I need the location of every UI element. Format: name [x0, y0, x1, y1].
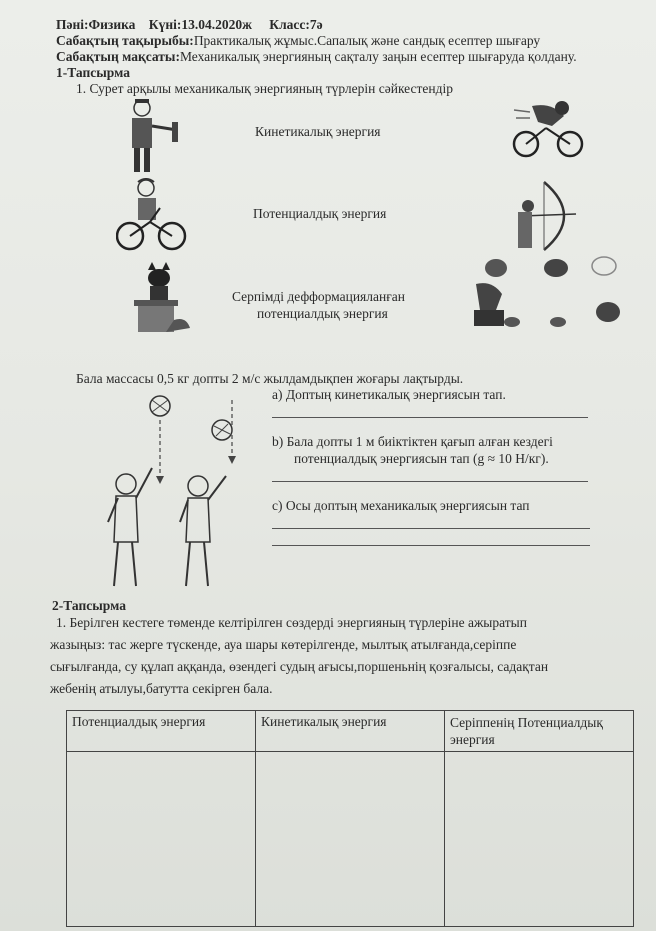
question-b-line1: b) Бала допты 1 м биіктіктен қағып алған кездегі — [272, 434, 553, 449]
task2-text-line3: сығылғанда, су құлап аққанда, өзендегі судың ағысы,поршеньнің қозғалысы, садақтан — [50, 659, 549, 674]
table-header-elastic — [445, 711, 634, 752]
cat-on-trash-can-picture — [126, 262, 192, 336]
date-label: Күні:13.04.2020ж — [148, 17, 252, 32]
header-line-1 — [56, 17, 323, 33]
subject-label: Пәні:Физика — [56, 17, 136, 32]
boys-throwing-ball-picture — [96, 392, 256, 592]
question-c: c) Осы доптың механикалық энергиясын тап — [272, 498, 530, 513]
table-cell-potential[interactable] — [67, 752, 256, 927]
archer-picture — [514, 180, 580, 252]
table-header-row — [67, 711, 634, 752]
task2-text-line4: жебенің атылуы,батутта секірген бала. — [50, 681, 273, 696]
task2-title: 2-Тапсырма — [52, 598, 126, 613]
elastic-energy-label-line2: потенциалдық энергия — [257, 306, 388, 321]
table-cell-kinetic[interactable] — [256, 752, 445, 927]
energy-classification-table — [66, 710, 634, 927]
table-header-elastic-line1: Серіппенің Потенциалдық — [450, 715, 603, 730]
ball-problem-statement: Бала массасы 0,5 кг допты 2 м/с жылдамдықпен жоғары лақтырды. — [76, 371, 464, 386]
catapult-with-stones-picture — [462, 254, 624, 334]
cyclist-picture — [116, 178, 188, 254]
topic-label: Сабақтың тақырыбы: — [56, 33, 194, 48]
table-header-potential: Потенциалдық энергия — [67, 711, 256, 752]
table-cell-elastic[interactable] — [445, 752, 634, 927]
answer-line-b — [272, 481, 588, 482]
question-b-line2: потенциалдық энергиясын тап (g ≈ 10 Н/кг). — [294, 451, 549, 466]
goal-line — [56, 49, 577, 65]
task1-title: 1-Тапсырма — [56, 65, 130, 80]
goal-text: Механикалық энергияның сақталу заңын есептер шығаруда қолдану. — [179, 49, 577, 64]
racing-cyclist-picture — [512, 96, 584, 160]
task1-instruction: 1. Сурет арқылы механикалық энергияның түрлерін сәйкестендір — [76, 81, 453, 96]
answer-line-c1 — [272, 528, 590, 529]
topic-text: Практикалық жұмыс.Сапалық және сандық есептер шығару — [193, 33, 541, 48]
table-header-elastic-line2: энергия — [450, 732, 495, 747]
answer-line-a — [272, 417, 588, 418]
table-header-kinetic: Кинетикалық энергия — [256, 711, 445, 752]
task2-text-line1: 1. Берілген кестеге төменде келтірілген сөздерді энергияның түрлеріне ажыратып — [56, 615, 527, 630]
task2-text-line2: жазыңыз: тас жерге түскенде, ауа шары көтерілгенде, мылтық атылғанда,серіппе — [50, 637, 517, 652]
potential-energy-label: Потенциалдық энергия — [253, 206, 387, 221]
guard-with-barrier-picture — [122, 98, 182, 178]
kinetic-energy-label: Кинетикалық энергия — [255, 124, 381, 139]
elastic-energy-label-line1: Серпімді дефформацияланған — [232, 289, 405, 304]
table-answer-row — [67, 752, 634, 927]
question-a: a) Доптың кинетикалық энергиясын тап. — [272, 387, 506, 402]
goal-label: Сабақтың мақсаты: — [56, 49, 180, 64]
answer-line-c2 — [272, 545, 590, 546]
topic-line — [56, 33, 540, 49]
class-label: Класс:7ә — [269, 17, 323, 32]
